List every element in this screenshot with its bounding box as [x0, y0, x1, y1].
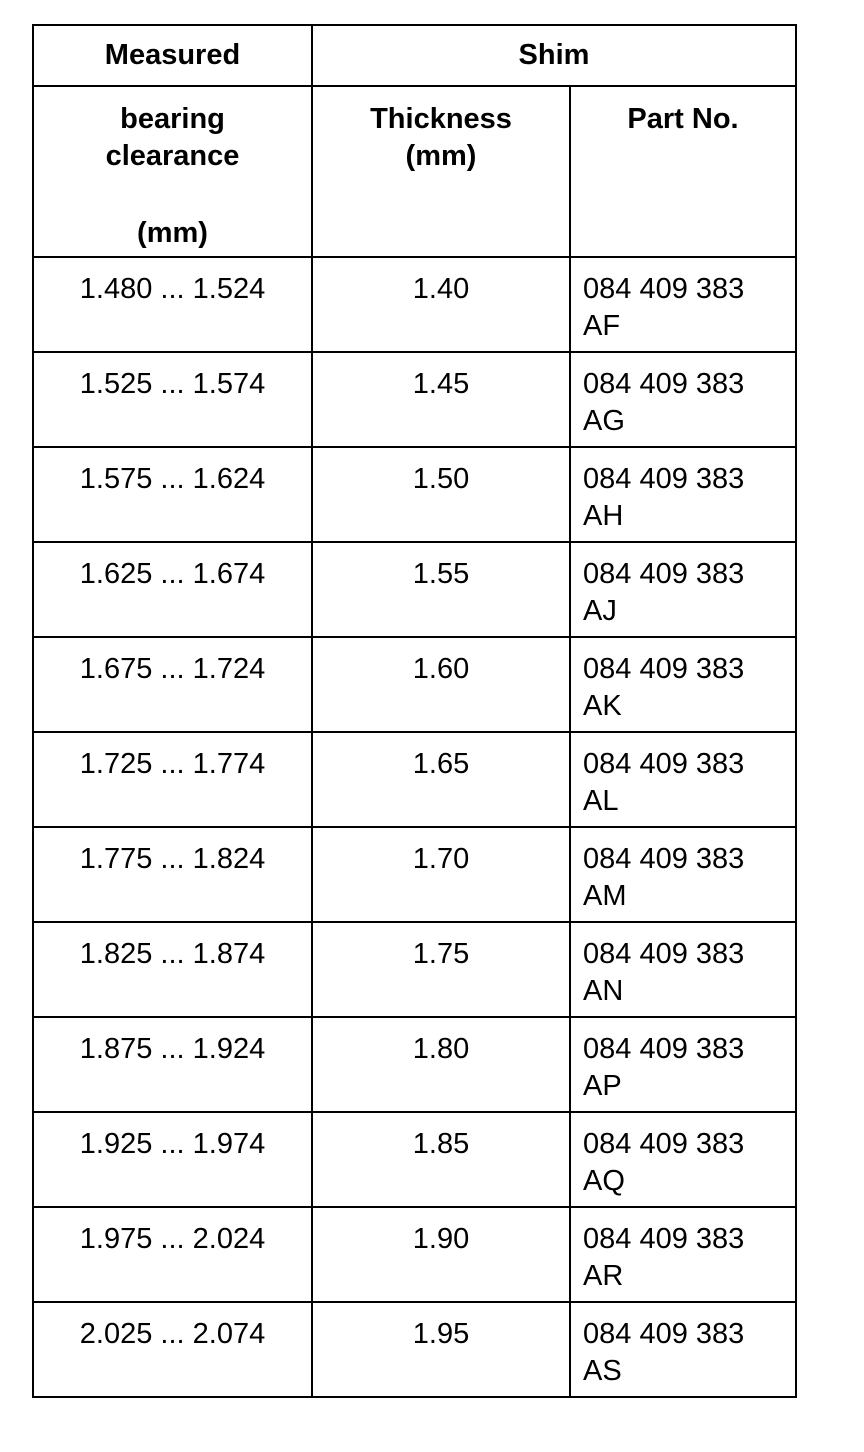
part-number-main: 084 409 383: [583, 1223, 745, 1255]
part-number-main: 084 409 383: [583, 1033, 745, 1065]
cell-clearance-range: 1.875 ... 1.924: [33, 1017, 312, 1112]
header-bearing-unit: (mm): [137, 217, 208, 249]
cell-thickness: 1.80: [312, 1017, 570, 1112]
header-thickness-line2: (mm): [405, 140, 477, 172]
cell-part-number: [570, 352, 796, 447]
cell-clearance-range: 1.625 ... 1.674: [33, 542, 312, 637]
part-number-main: 084 409 383: [583, 748, 745, 780]
table-row: [33, 922, 796, 1017]
cell-part-number: [570, 542, 796, 637]
cell-thickness: 1.95: [312, 1302, 570, 1397]
part-number-main: 084 409 383: [583, 653, 745, 685]
table-row: [33, 827, 796, 922]
part-number-suffix: AK: [583, 690, 622, 722]
cell-part-number: [570, 732, 796, 827]
cell-clearance-range: 1.480 ... 1.524: [33, 257, 312, 352]
part-number-main: 084 409 383: [583, 558, 745, 590]
cell-thickness: 1.60: [312, 637, 570, 732]
cell-clearance-range: 1.975 ... 2.024: [33, 1207, 312, 1302]
table-row: [33, 1207, 796, 1302]
cell-part-number: [570, 1112, 796, 1207]
shim-table: [32, 24, 797, 1398]
header-row-2: [33, 86, 796, 257]
cell-thickness: 1.40: [312, 257, 570, 352]
cell-part-number: [570, 637, 796, 732]
cell-clearance-range: 1.725 ... 1.774: [33, 732, 312, 827]
cell-thickness: 1.85: [312, 1112, 570, 1207]
header-bearing-clearance: [33, 86, 312, 257]
part-number-suffix: AQ: [583, 1165, 625, 1197]
part-number-main: 084 409 383: [583, 1128, 745, 1160]
table-row: [33, 732, 796, 827]
part-number-suffix: AR: [583, 1260, 624, 1292]
cell-part-number: [570, 1207, 796, 1302]
cell-part-number: [570, 922, 796, 1017]
cell-thickness: 1.65: [312, 732, 570, 827]
table-row: [33, 1017, 796, 1112]
header-bearing-line2: clearance: [105, 140, 240, 172]
cell-thickness: 1.55: [312, 542, 570, 637]
header-bearing-line1: bearing: [120, 103, 225, 135]
cell-part-number: [570, 257, 796, 352]
part-number-main: 084 409 383: [583, 938, 745, 970]
header-shim: Shim: [312, 25, 796, 86]
header-measured: Measured: [33, 25, 312, 86]
table-row: [33, 1302, 796, 1397]
cell-part-number: [570, 1302, 796, 1397]
cell-thickness: 1.50: [312, 447, 570, 542]
cell-clearance-range: 1.925 ... 1.974: [33, 1112, 312, 1207]
cell-thickness: 1.90: [312, 1207, 570, 1302]
part-number-suffix: AH: [583, 500, 624, 532]
part-number-main: 084 409 383: [583, 843, 745, 875]
part-number-suffix: AL: [583, 785, 619, 817]
cell-part-number: [570, 447, 796, 542]
cell-clearance-range: 1.675 ... 1.724: [33, 637, 312, 732]
part-number-suffix: AF: [583, 310, 621, 342]
part-number-suffix: AP: [583, 1070, 622, 1102]
cell-thickness: 1.70: [312, 827, 570, 922]
header-row-1: [33, 25, 796, 86]
cell-part-number: [570, 1017, 796, 1112]
part-number-main: 084 409 383: [583, 463, 745, 495]
part-number-main: 084 409 383: [583, 1318, 745, 1350]
cell-thickness: 1.45: [312, 352, 570, 447]
table-row: [33, 637, 796, 732]
cell-clearance-range: 1.775 ... 1.824: [33, 827, 312, 922]
cell-clearance-range: 1.825 ... 1.874: [33, 922, 312, 1017]
table-row: [33, 447, 796, 542]
part-number-suffix: AS: [583, 1355, 622, 1387]
cell-part-number: [570, 827, 796, 922]
table-row: [33, 542, 796, 637]
cell-clearance-range: 1.575 ... 1.624: [33, 447, 312, 542]
table-body: [33, 257, 796, 1397]
part-number-suffix: AJ: [583, 595, 617, 627]
cell-clearance-range: 1.525 ... 1.574: [33, 352, 312, 447]
cell-thickness: 1.75: [312, 922, 570, 1017]
header-thickness-line1: Thickness: [370, 103, 512, 135]
header-thickness: [312, 86, 570, 257]
table-row: [33, 257, 796, 352]
cell-clearance-range: 2.025 ... 2.074: [33, 1302, 312, 1397]
part-number-main: 084 409 383: [583, 273, 745, 305]
part-number-suffix: AN: [583, 975, 624, 1007]
header-partno: Part No.: [570, 86, 796, 257]
part-number-suffix: AM: [583, 880, 627, 912]
part-number-main: 084 409 383: [583, 368, 745, 400]
table-row: [33, 1112, 796, 1207]
table-row: [33, 352, 796, 447]
part-number-suffix: AG: [583, 405, 625, 437]
